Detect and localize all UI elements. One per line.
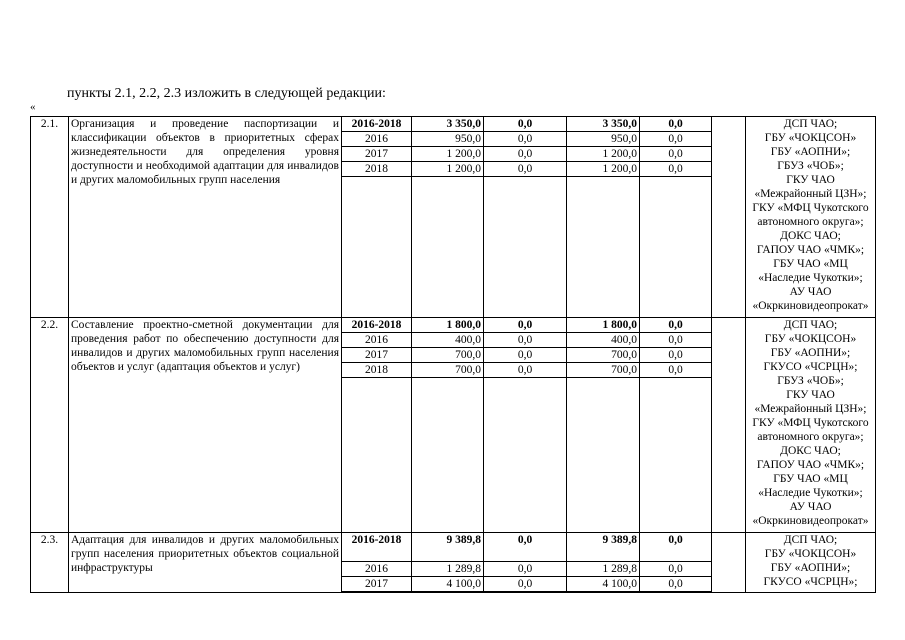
- other-cell: 0,0: [640, 348, 712, 363]
- executor: ГБУ «АОПНИ»;: [770, 347, 851, 359]
- executor: ДОКС ЧАО;: [780, 445, 841, 457]
- year-cell: 2018: [342, 363, 412, 378]
- executor: ГКУСО «ЧСРЦН»;: [763, 361, 858, 373]
- table-body: [31, 117, 876, 593]
- regional-cell: 1 800,0: [567, 318, 640, 333]
- executor: «Межрайонный ЦЗН»;: [754, 403, 867, 415]
- opening-quote: «: [30, 101, 36, 113]
- executor: «Наследие Чукотки»;: [758, 272, 863, 284]
- regional-cell: 950,0: [567, 132, 640, 147]
- executor: «Окркиновидеопрокат»: [752, 515, 869, 527]
- executor: ДСП ЧАО;: [783, 319, 838, 331]
- executor: ГБУ «ЧОКЦСОН»: [764, 333, 857, 345]
- total-cell: 3 350,0: [412, 117, 484, 132]
- other-cell: 0,0: [640, 333, 712, 348]
- other-cell: 0,0: [640, 562, 712, 577]
- total-cell: 700,0: [412, 363, 484, 378]
- other-cell: 0,0: [640, 318, 712, 333]
- total-cell: 400,0: [412, 333, 484, 348]
- empty-cell: [412, 177, 484, 318]
- executor: ГБУЗ «ЧОБ»;: [777, 160, 844, 172]
- federal-cell: 0,0: [484, 333, 567, 348]
- executor: ДСП ЧАО;: [783, 534, 838, 546]
- total-cell: 1 200,0: [412, 162, 484, 177]
- executor: ГАПОУ ЧАО «ЧМК»;: [756, 459, 865, 471]
- executors-cell: [746, 533, 876, 593]
- total-cell: 950,0: [412, 132, 484, 147]
- year-cell: 2016-2018: [342, 533, 412, 562]
- executor: «Межрайонный ЦЗН»;: [754, 188, 867, 200]
- total-cell: 1 200,0: [412, 147, 484, 162]
- other-cell: 0,0: [640, 132, 712, 147]
- year-cell: 2017: [342, 147, 412, 162]
- federal-cell: 0,0: [484, 577, 567, 592]
- federal-cell: 0,0: [484, 318, 567, 333]
- row-number: 2.2.: [31, 318, 69, 533]
- total-cell: 1 800,0: [412, 318, 484, 333]
- executor: ГАПОУ ЧАО «ЧМК»;: [756, 244, 865, 256]
- measure-name: Организация и проведение паспортизации и классификации объектов в приоритетных сферах жизнедеятельности для определения уровня доступности и необходимой адаптации для инвалидов и других маломобильных групп населения: [69, 117, 342, 318]
- regional-cell: 700,0: [567, 363, 640, 378]
- program-table: [30, 116, 876, 593]
- empty-cell: [342, 177, 412, 318]
- empty-cell: [640, 592, 712, 593]
- federal-cell: 0,0: [484, 363, 567, 378]
- empty-cell: [712, 533, 746, 593]
- regional-cell: 700,0: [567, 348, 640, 363]
- executor: ГКУ ЧАО: [786, 174, 835, 186]
- other-cell: 0,0: [640, 162, 712, 177]
- executor: ГБУ ЧАО «МЦ: [773, 258, 848, 270]
- other-cell: 0,0: [640, 117, 712, 132]
- federal-cell: 0,0: [484, 147, 567, 162]
- total-cell: 700,0: [412, 348, 484, 363]
- measure-name: Адаптация для инвалидов и других маломобильных групп населения приоритетных объектов социальной инфраструктуры: [69, 533, 342, 593]
- table-row: [31, 318, 876, 333]
- empty-cell: [640, 378, 712, 533]
- total-cell: 1 289,8: [412, 562, 484, 577]
- executor: ГКУ «МФЦ Чукотского: [752, 417, 869, 429]
- table-row: [31, 117, 876, 132]
- executor: ГБУ «ЧОКЦСОН»: [764, 548, 857, 560]
- empty-cell: [567, 378, 640, 533]
- executor: автономного округа»;: [757, 216, 864, 228]
- executor: АУ ЧАО: [789, 286, 832, 298]
- executor: ГКУ «МФЦ Чукотского: [752, 202, 869, 214]
- executor: АУ ЧАО: [789, 501, 832, 513]
- federal-cell: 0,0: [484, 533, 567, 562]
- year-cell: 2016-2018: [342, 117, 412, 132]
- federal-cell: 0,0: [484, 348, 567, 363]
- total-cell: 9 389,8: [412, 533, 484, 562]
- year-cell: 2016: [342, 333, 412, 348]
- other-cell: 0,0: [640, 363, 712, 378]
- executor: ГБУЗ «ЧОБ»;: [777, 375, 844, 387]
- regional-cell: 4 100,0: [567, 577, 640, 592]
- other-cell: 0,0: [640, 147, 712, 162]
- year-cell: 2016-2018: [342, 318, 412, 333]
- row-number: 2.3.: [31, 533, 69, 593]
- empty-cell: [484, 378, 567, 533]
- empty-cell: [342, 378, 412, 533]
- regional-cell: 1 200,0: [567, 162, 640, 177]
- federal-cell: 0,0: [484, 117, 567, 132]
- year-cell: 2017: [342, 348, 412, 363]
- executor: ГКУСО «ЧСРЦН»;: [763, 576, 858, 588]
- intro-text: пункты 2.1, 2.2, 2.3 изложить в следующей редакции:: [67, 86, 386, 101]
- executor: ДСП ЧАО;: [783, 118, 838, 130]
- regional-cell: 400,0: [567, 333, 640, 348]
- federal-cell: 0,0: [484, 162, 567, 177]
- empty-cell: [412, 592, 484, 593]
- executor: ГКУ ЧАО: [786, 389, 835, 401]
- executor: автономного округа»;: [757, 431, 864, 443]
- federal-cell: 0,0: [484, 132, 567, 147]
- year-cell: 2016: [342, 562, 412, 577]
- year-cell: 2018: [342, 162, 412, 177]
- other-cell: 0,0: [640, 577, 712, 592]
- empty-cell: [640, 177, 712, 318]
- executor: «Наследие Чукотки»;: [758, 487, 863, 499]
- regional-cell: 1 289,8: [567, 562, 640, 577]
- federal-cell: 0,0: [484, 562, 567, 577]
- regional-cell: 1 200,0: [567, 147, 640, 162]
- executor: ГБУ «ЧОКЦСОН»: [764, 132, 857, 144]
- empty-cell: [712, 318, 746, 533]
- executor: ДОКС ЧАО;: [780, 230, 841, 242]
- empty-cell: [567, 592, 640, 593]
- row-number: 2.1.: [31, 117, 69, 318]
- year-cell: 2016: [342, 132, 412, 147]
- empty-cell: [412, 378, 484, 533]
- executor: ГБУ ЧАО «МЦ: [773, 473, 848, 485]
- executors-cell: [746, 318, 876, 533]
- empty-cell: [712, 117, 746, 318]
- executors-cell: [746, 117, 876, 318]
- regional-cell: 3 350,0: [567, 117, 640, 132]
- empty-cell: [342, 592, 412, 593]
- executor: «Окркиновидеопрокат»: [752, 300, 869, 312]
- measure-name: Составление проектно-сметной документации для проведения работ по обеспечению доступности для инвалидов и других маломобильных групп населения объектов и услуг (адаптация объектов и услуг): [69, 318, 342, 533]
- empty-cell: [484, 592, 567, 593]
- executor: ГБУ «АОПНИ»;: [770, 562, 851, 574]
- table-row: [31, 533, 876, 562]
- regional-cell: 9 389,8: [567, 533, 640, 562]
- year-cell: 2017: [342, 577, 412, 592]
- total-cell: 4 100,0: [412, 577, 484, 592]
- other-cell: 0,0: [640, 533, 712, 562]
- empty-cell: [484, 177, 567, 318]
- executor: ГБУ «АОПНИ»;: [770, 146, 851, 158]
- empty-cell: [567, 177, 640, 318]
